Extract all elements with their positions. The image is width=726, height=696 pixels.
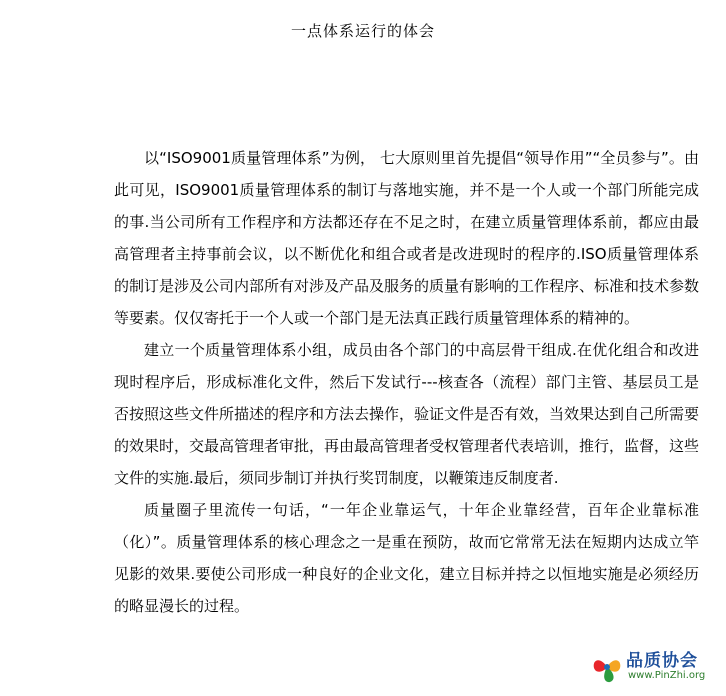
watermark bbox=[590, 644, 720, 692]
paragraph-3: 质量圈子里流传一句话，“一年企业靠运气，十年企业靠经营，百年企业靠标准（化）”。质量管理体系的核心理念之一是重在预防，故而它常常无法在短期内达成立竿见影的效果.要使公司形成一种良好的企业文化，建立目标并持之以恒地实施是必须经历的略显漫长的过程。 bbox=[114, 501, 699, 615]
document-body bbox=[114, 142, 699, 622]
document-title: 一点体系运行的体会 bbox=[290, 22, 435, 40]
pinzhi-logo-icon bbox=[590, 650, 624, 684]
paragraph-2: 建立一个质量管理体系小组，成员由各个部门的中高层骨干组成.在优化组合和改进现时程序后，形成标准化文件，然后下发试行---核查各（流程）部门主管、基层员工是否按照这些文件所描述的程序和方法去操作，验证文件是否有效，当效果达到自己所需要的效果时，交最高管理者审批，再由最高管理者受权管理者代表培训，推行，监督，这些文件的实施.最后，须同步制订并执行奖罚制度，以鞭策违反制度者. bbox=[114, 341, 700, 487]
paragraph-1: 以“ISO9001质量管理体系”为例， 七大原则里首先提倡“领导作用”“全员参与”。由此可见，ISO9001质量管理体系的制订与落地实施，并不是一个人或一个部门所能完成的事.当公司所有工作程序和方法都还存在不足之时，在建立质量管理体系前，都应由最高管理者主持事前会议，以不断优化和组合或者是改进现时的程序的.ISO质量管理体系的制订是涉及公司内部所有对涉及产品及服务的质量有影响的工作程序、标准和技术参数等要素。仅仅寄托于一个人或一个部门是无法真正践行质量管理体系的精神的。 bbox=[114, 149, 700, 327]
watermark-url: www.PinZhi.org bbox=[628, 670, 706, 681]
watermark-name: 品质协会 bbox=[626, 651, 698, 671]
